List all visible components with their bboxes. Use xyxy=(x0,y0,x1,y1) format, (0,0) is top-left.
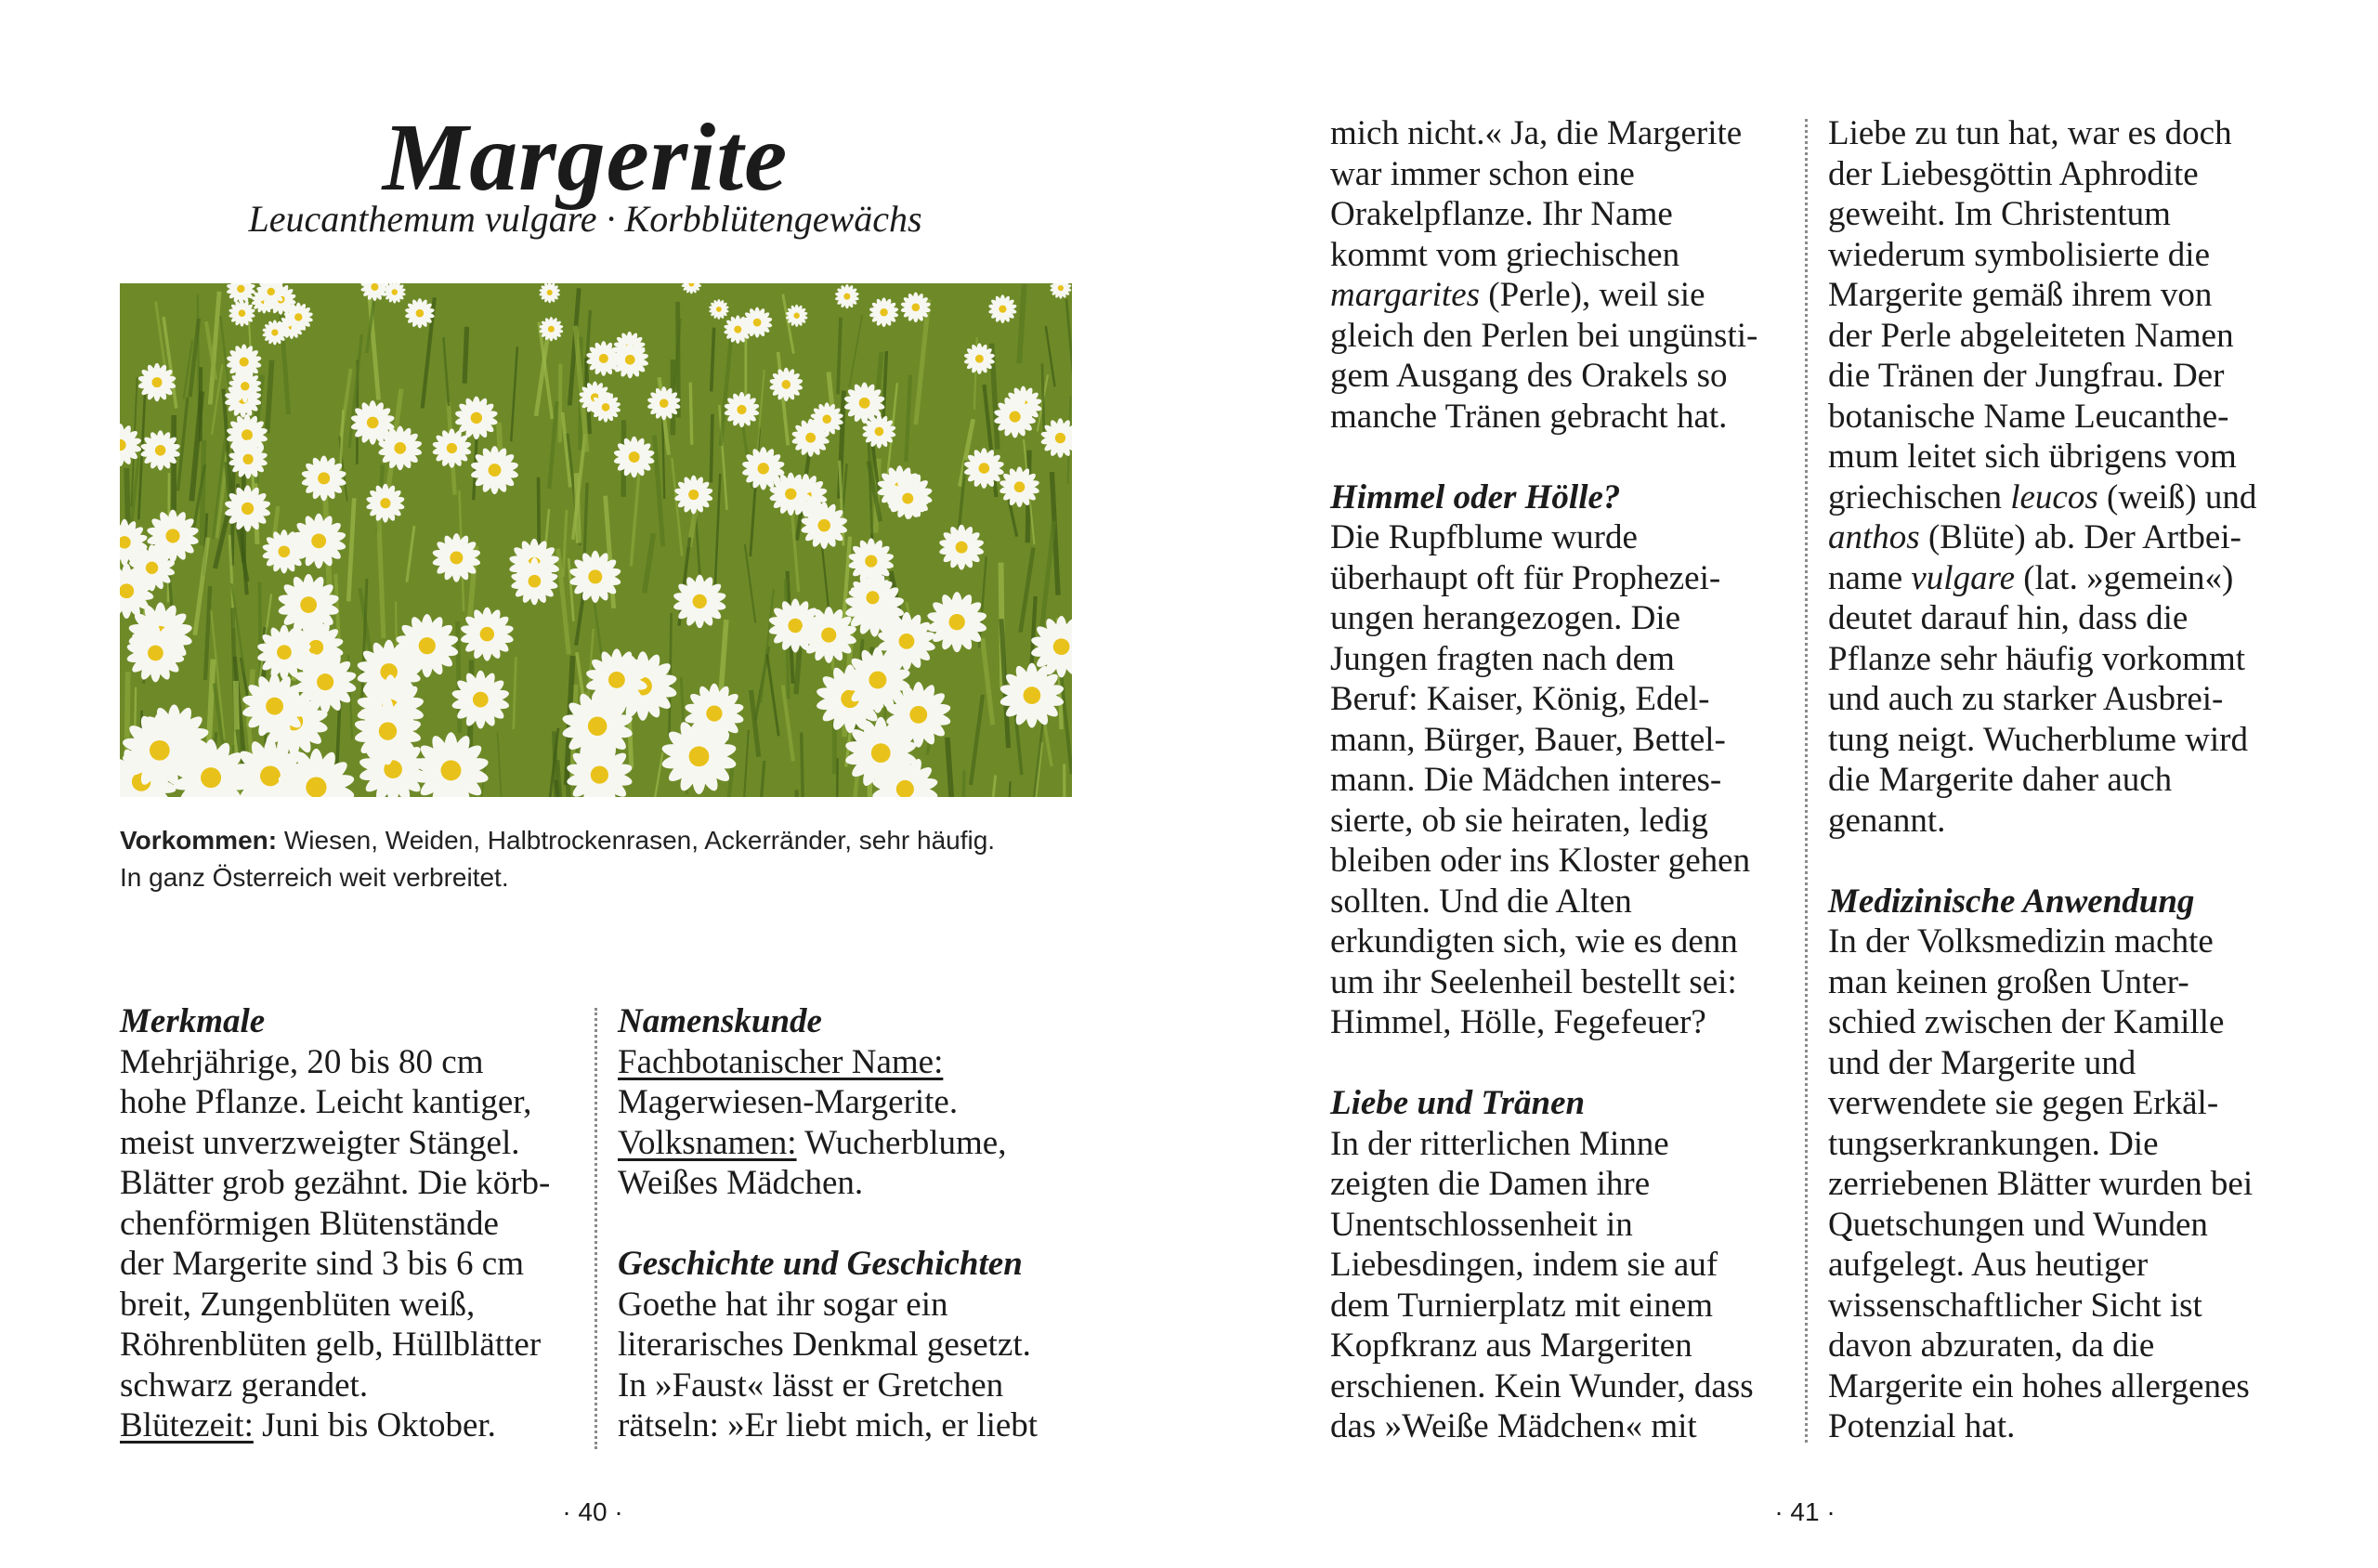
page-number-left: · 40 · xyxy=(562,1497,623,1526)
caption-text: Wiesen, Weiden, Halbtrockenrasen, Ackerränder, sehr häufig. xyxy=(277,826,996,855)
caption-label: Vorkommen: xyxy=(120,826,278,855)
text-line: erschienen. Kein Wunder, dass xyxy=(1330,1366,1754,1405)
perle-text: (Perle), weil sie xyxy=(1480,276,1705,314)
text-line: botanische Name Leucanthe- xyxy=(1828,397,2229,436)
text-line: sierte, ob sie heiraten, ledig xyxy=(1330,801,1708,840)
text-line: Orakelpflanze. Ihr Name xyxy=(1330,195,1673,233)
text-line: In der ritterlichen Minne xyxy=(1330,1124,1669,1163)
text-line: geweiht. Im Christentum xyxy=(1828,195,2171,233)
volksnamen-value: Wucherblume, xyxy=(796,1123,1007,1162)
merkmale-column xyxy=(120,1001,603,1446)
griechisch-text: griechischen xyxy=(1828,477,2011,516)
leucos-term: leucos xyxy=(2010,477,2098,516)
merkmale-heading: Merkmale xyxy=(120,1002,266,1040)
text-line: meist unverzweigter Stängel. xyxy=(120,1123,520,1162)
text-line: Potenzial hat. xyxy=(1828,1407,2016,1445)
text-line: literarisches Denkmal gesetzt. xyxy=(618,1326,1031,1364)
fachbotanischer-name-label: Fachbotanischer Name: xyxy=(618,1042,944,1081)
text-line: bleiben oder ins Kloster gehen xyxy=(1330,842,1751,880)
text-line: erkundigten sich, wie es denn xyxy=(1330,922,1738,960)
vulgare-term: vulgare xyxy=(1911,558,2016,597)
column-divider-right xyxy=(1805,119,1808,1443)
text-line: schwarz gerandet. xyxy=(120,1365,369,1405)
artbeiname-text: name xyxy=(1828,558,1912,597)
text-line: verwendete sie gegen Erkäl- xyxy=(1828,1084,2219,1122)
text-line: rätseln: »Er liebt mich, er liebt xyxy=(618,1406,1039,1444)
orakel-text-2 xyxy=(1330,316,1813,438)
text-line: In »Faust« lässt er Gretchen xyxy=(618,1365,1004,1405)
text-line: ungen herangezogen. Die xyxy=(1330,599,1681,637)
aphrodite-text xyxy=(1828,113,2348,477)
text-line: tung neigt. Wucherblume wird xyxy=(1828,720,2249,759)
caption-text-line2: In ganz Österreich weit verbreitet. xyxy=(120,863,509,892)
text-line: wissenschaftlicher Sicht ist xyxy=(1828,1286,2202,1325)
text-line: zeigten die Damen ihre xyxy=(1330,1165,1651,1203)
text-line: Röhrenblüten gelb, Hüllblätter xyxy=(120,1326,542,1364)
text-line: manche Tränen gebracht hat. xyxy=(1330,397,1728,436)
text-line: hohe Pflanze. Leicht kantiger, xyxy=(120,1083,532,1121)
text-line: der Liebesgöttin Aphrodite xyxy=(1828,154,2199,193)
text-line: Jungen fragten nach dem xyxy=(1330,639,1675,678)
daisy-meadow-photo xyxy=(120,283,1072,797)
page-title: Margerite xyxy=(382,104,789,211)
medizinische-anwendung-heading: Medizinische Anwendung xyxy=(1828,882,2195,921)
text-line: mann, Bürger, Bauer, Bettel- xyxy=(1330,720,1726,759)
medizinische-anwendung-text xyxy=(1828,921,2348,1447)
text-line: tungserkrankungen. Die xyxy=(1828,1124,2159,1163)
liebe-traenen-heading: Liebe und Tränen xyxy=(1330,1084,1586,1122)
text-line: Blätter grob gezähnt. Die körb- xyxy=(120,1164,551,1202)
text-line: Kopfkranz aus Margeriten xyxy=(1330,1326,1692,1365)
bluetezeit-value: Juni bis Oktober. xyxy=(253,1406,496,1444)
text-line: Quetschungen und Wunden xyxy=(1828,1205,2208,1244)
right-column-1 xyxy=(1330,113,1813,1447)
text-line: Goethe hat ihr sogar ein xyxy=(618,1285,948,1324)
text-line: davon abzuraten, da die xyxy=(1828,1326,2155,1365)
text-line: mann. Die Mädchen interes- xyxy=(1330,761,1722,799)
bluetezeit-label: Blütezeit: xyxy=(120,1406,254,1444)
text-line: breit, Zungenblüten weiß, xyxy=(120,1285,476,1324)
text-line: und der Margerite und xyxy=(1828,1043,2136,1082)
text-line: Margerite gemäß ihrem von xyxy=(1828,276,2213,314)
text-line: Margerite ein hohes allergenes xyxy=(1828,1366,2250,1405)
text-line: der Perle abgeleiteten Namen xyxy=(1828,316,2234,355)
text-line: chenförmigen Blütenstände xyxy=(120,1204,499,1243)
leucos-text: (weiß) und xyxy=(2097,477,2257,516)
orakel-text xyxy=(1330,113,1813,275)
column-divider xyxy=(594,1008,597,1449)
text-line: war immer schon eine xyxy=(1330,154,1635,193)
text-line: Unentschlossenheit in xyxy=(1330,1205,1633,1244)
right-column-2 xyxy=(1828,113,2348,1447)
text-line: Liebe zu tun hat, war es doch xyxy=(1828,114,2232,152)
himmel-hoelle-text xyxy=(1330,517,1813,1043)
text-line: Himmel, Hölle, Fegefeuer? xyxy=(1330,1003,1706,1041)
text-line: überhaupt oft für Prophezei- xyxy=(1330,558,1721,597)
text-line: dem Turnierplatz mit einem xyxy=(1330,1286,1714,1325)
vulgare-text: (lat. »gemein«) xyxy=(2015,558,2234,597)
text-line: kommt vom griechischen xyxy=(1330,235,1680,274)
text-line: man keinen großen Unter- xyxy=(1828,962,2189,1001)
page-number-right: · 41 · xyxy=(1774,1497,1836,1526)
text-line: zerriebenen Blätter wurden bei xyxy=(1828,1165,2254,1203)
text-line: In der Volksmedizin machte xyxy=(1828,922,2214,960)
daisy-meadow-illustration xyxy=(120,283,1072,797)
text-line: und auch zu starker Ausbrei- xyxy=(1828,680,2224,718)
text-line: Liebesdingen, indem sie auf xyxy=(1330,1246,1718,1284)
geschichte-heading: Geschichte und Geschichten xyxy=(618,1245,1023,1283)
geschichte-text xyxy=(618,1285,1101,1446)
volksnamen-value-line2: Weißes Mädchen. xyxy=(618,1164,864,1202)
text-line: Die Rupfblume wurde xyxy=(1330,518,1638,556)
text-line: genannt. xyxy=(1828,801,1946,840)
anthos-text: (Blüte) ab. Der Artbei- xyxy=(1919,518,2241,556)
text-line: Mehrjährige, 20 bis 80 cm xyxy=(120,1042,484,1081)
merkmale-text xyxy=(120,1042,603,1406)
namenskunde-column xyxy=(618,1001,1101,1446)
photo-caption xyxy=(120,822,1104,896)
text-line: gleich den Perlen bei ungünsti- xyxy=(1330,316,1758,355)
text-line: deutet darauf hin, dass die xyxy=(1828,599,2189,637)
wucherblume-text xyxy=(1828,598,2348,841)
text-line: die Margerite daher auch xyxy=(1828,761,2173,799)
text-line: mum leitet sich übrigens vom xyxy=(1828,438,2237,476)
text-line: Beruf: Kaiser, König, Edel- xyxy=(1330,680,1710,718)
text-line: die Tränen der Jungfrau. Der xyxy=(1828,357,2225,395)
text-line: mich nicht.« Ja, die Margerite xyxy=(1330,114,1743,152)
page-subtitle: Leucanthemum vulgare · Korbblütengewächs xyxy=(248,198,922,240)
margarites-term: margarites xyxy=(1330,276,1481,314)
himmel-hoelle-heading: Himmel oder Hölle? xyxy=(1330,477,1621,516)
text-line: schied zwischen der Kamille xyxy=(1828,1003,2225,1041)
liebe-traenen-text xyxy=(1330,1124,1813,1447)
text-line: aufgelegt. Aus heutiger xyxy=(1828,1246,2149,1284)
fachbotanischer-name-value: Magerwiesen-Margerite. xyxy=(618,1083,959,1121)
volksnamen-label: Volksnamen: xyxy=(618,1123,797,1162)
text-line: sollten. Und die Alten xyxy=(1330,882,1632,921)
text-line: wiederum symbolisierte die xyxy=(1828,235,2211,274)
namenskunde-heading: Namenskunde xyxy=(618,1002,822,1040)
text-line: Pflanze sehr häufig vorkommt xyxy=(1828,639,2246,678)
text-line: der Margerite sind 3 bis 6 cm xyxy=(120,1245,525,1283)
text-line: um ihr Seelenheil bestellt sei: xyxy=(1330,962,1737,1001)
text-line: gem Ausgang des Orakels so xyxy=(1330,357,1728,395)
text-line: das »Weiße Mädchen« mit xyxy=(1330,1407,1697,1445)
anthos-term: anthos xyxy=(1828,518,1920,556)
